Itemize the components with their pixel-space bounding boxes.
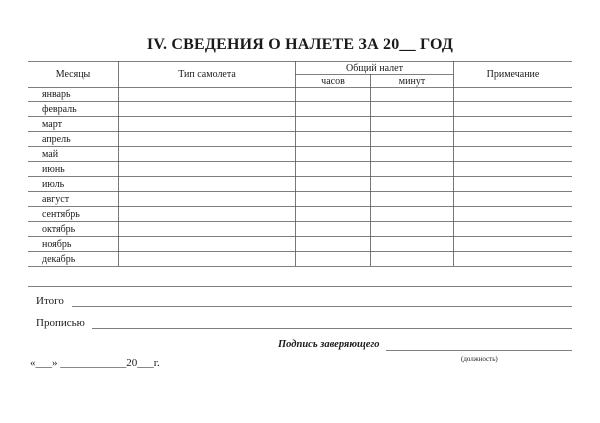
header-hours: часов (321, 76, 345, 87)
month-label: апрель (42, 134, 71, 145)
form-title: IV. СВЕДЕНИЯ О НАЛЕТЕ ЗА 20__ ГОД (146, 36, 454, 53)
month-label: февраль (42, 104, 77, 115)
header-aircraft-type: Тип самолета (178, 69, 236, 80)
in-words-label: Прописью (36, 317, 85, 329)
month-label: август (42, 194, 70, 205)
position-caption: (должность) (461, 355, 498, 363)
header-total-flight: Общий налет (346, 63, 403, 74)
header-minutes: минут (398, 76, 426, 87)
month-label: январь (42, 89, 71, 100)
month-label: июнь (42, 164, 65, 175)
header-months: Месяцы (55, 69, 91, 80)
month-label: сентябрь (42, 209, 80, 220)
month-label: ноябрь (42, 239, 72, 250)
month-label: март (42, 119, 62, 130)
signature-label: Подпись заверяющего (278, 339, 380, 350)
month-label: май (42, 149, 59, 160)
month-label: июль (42, 179, 65, 190)
header-note: Примечание (486, 69, 540, 80)
date-line: «___» ____________20___г. (30, 357, 160, 369)
month-label: декабрь (42, 254, 76, 265)
month-label: октябрь (42, 224, 76, 235)
total-label: Итого (36, 295, 64, 307)
